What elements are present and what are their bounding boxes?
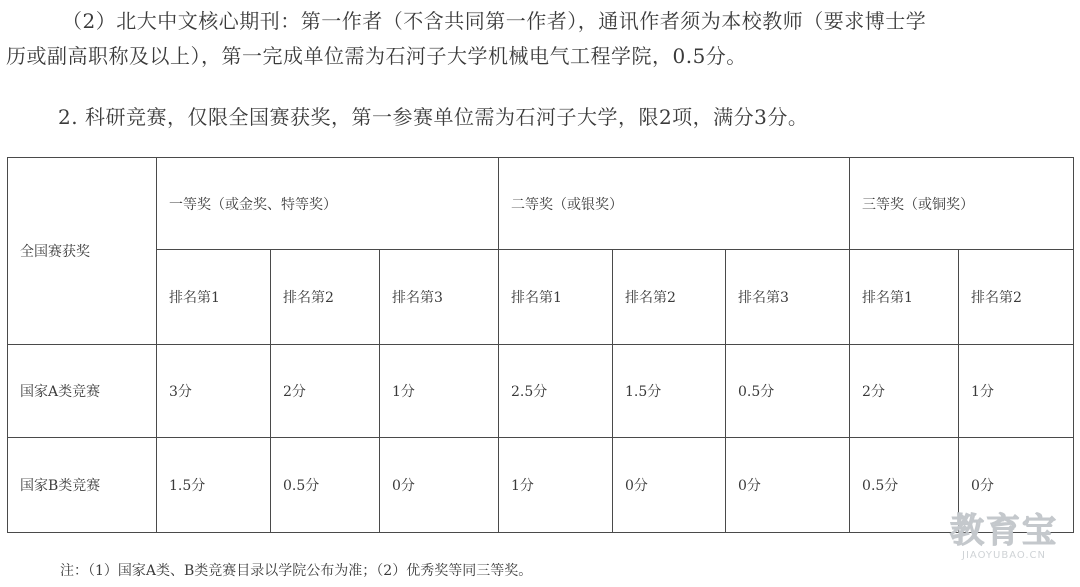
footnote: 注：（1）国家A类、B类竞赛目录以学院公布为准；（2）优秀奖等同三等奖。 (60, 563, 533, 579)
rank-header: 排名第3 (726, 250, 850, 345)
rank-header: 排名第1 (157, 250, 271, 345)
score-cell: 1.5分 (613, 345, 726, 438)
score-cell: 0.5分 (850, 438, 959, 533)
group-header-second-prize: 二等奖（或银奖） (499, 158, 850, 250)
table-row (8, 438, 1074, 533)
score-cell: 0分 (959, 438, 1074, 533)
row-label: 国家B类竞赛 (8, 438, 157, 533)
score-cell: 1分 (959, 345, 1074, 438)
paragraph-line: （2）北大中文核心期刊：第一作者（不含共同第一作者），通讯作者须为本校教师（要求博士学 (62, 9, 927, 33)
paragraph: 2. 科研竞赛，仅限全国赛获奖，第一参赛单位需为石河子大学，限2项，满分3分。 (58, 105, 809, 129)
score-cell: 0分 (726, 438, 850, 533)
score-cell: 1.5分 (157, 438, 271, 533)
score-cell: 2分 (271, 345, 380, 438)
score-cell: 0.5分 (726, 345, 850, 438)
row-label: 国家A类竞赛 (8, 345, 157, 438)
score-cell: 1分 (499, 438, 613, 533)
watermark-text: 教育宝 (950, 511, 1058, 551)
award-score-table (7, 157, 1074, 533)
score-cell: 1分 (380, 345, 499, 438)
group-header-third-prize: 三等奖（或铜奖） (850, 158, 1074, 250)
rank-header: 排名第1 (499, 250, 613, 345)
watermark-logo (944, 512, 1064, 562)
rank-header: 排名第2 (959, 250, 1074, 345)
score-cell: 0分 (613, 438, 726, 533)
score-cell: 2分 (850, 345, 959, 438)
paragraph-line: 历或副高职称及以上），第一完成单位需为石河子大学机械电气工程学院，0.5分。 (6, 44, 747, 68)
row-header-cell: 全国赛获奖 (8, 158, 157, 345)
score-cell: 2.5分 (499, 345, 613, 438)
score-cell: 3分 (157, 345, 271, 438)
rank-header: 排名第1 (850, 250, 959, 345)
score-cell: 0.5分 (271, 438, 380, 533)
rank-header: 排名第2 (271, 250, 380, 345)
watermark-url: JIAOYUBAO.CN (962, 550, 1046, 561)
rank-header: 排名第2 (613, 250, 726, 345)
group-header-first-prize: 一等奖（或金奖、特等奖） (157, 158, 499, 250)
table-row (8, 345, 1074, 438)
rank-header: 排名第3 (380, 250, 499, 345)
score-cell: 0分 (380, 438, 499, 533)
